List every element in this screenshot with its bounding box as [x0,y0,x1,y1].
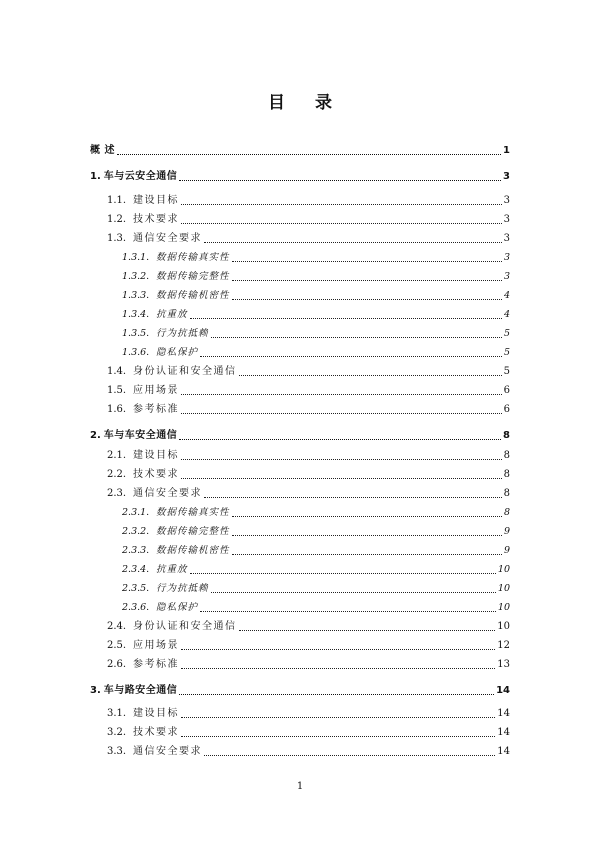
dot-leader [204,242,502,243]
toc-entry-number: 1.3. [107,232,133,246]
dot-leader [181,204,502,205]
toc-entry-page: 6 [503,385,510,396]
toc-entry-number: 3. [90,685,101,696]
toc-entry-label: 建设目标 [133,708,179,719]
toc-entry-page: 10 [497,602,510,613]
toc-entry-label: 数据传输机密性 [156,545,230,556]
toc-entry-number: 1.3.5. [122,327,156,341]
toc-entry[interactable] [90,429,510,443]
toc-entry-label: 技术要求 [133,469,179,480]
dot-leader [181,478,502,479]
dot-leader [204,497,502,498]
toc-entry-label: 通信安全要求 [133,233,202,244]
toc-entry[interactable] [107,213,510,227]
dot-leader [179,694,494,695]
toc-entry-number: 2.3. [107,487,133,501]
dot-leader [232,516,502,517]
toc-entry-label: 车与云安全通信 [103,171,178,182]
toc-entry[interactable] [107,726,510,740]
toc-entry[interactable] [107,384,510,398]
toc-entry-label: 应用场景 [133,640,179,651]
toc-entry-number: 1.3.2. [122,270,156,284]
toc-entry-page: 10 [497,564,510,575]
toc-entry-page: 14 [496,685,510,696]
toc-entry-page: 5 [503,366,510,377]
toc-entry-page: 4 [503,309,510,320]
toc-entry-number: 2.3.3. [122,544,156,558]
toc-entry-page: 14 [497,708,510,719]
dot-leader [190,573,496,574]
toc-entry[interactable] [107,232,510,246]
dot-leader [117,154,501,155]
toc-entry-label: 行为抗抵赖 [156,328,209,339]
dot-leader [181,459,502,460]
toc-entry[interactable] [122,251,510,265]
toc-entry[interactable] [122,346,510,360]
dot-leader [211,592,496,593]
toc-entry-page: 8 [503,430,510,441]
toc-entry-page: 6 [503,404,510,415]
dot-leader [211,337,502,338]
toc-entry[interactable] [107,194,510,208]
page-number: 1 [296,781,304,792]
toc-entry-page: 14 [497,727,510,738]
toc-entry-page: 9 [503,526,510,537]
toc-entry-label: 隐私保护 [156,602,199,613]
dot-leader [181,394,502,395]
page-title: 目 录 [268,93,344,113]
toc-entry-number: 2.6. [107,658,133,672]
toc-entry-page: 1 [503,145,510,156]
toc-entry-label: 建设目标 [133,450,179,461]
toc-entry-label: 数据传输真实性 [156,252,230,263]
toc-entry-label: 车与路安全通信 [103,685,178,696]
toc-entry[interactable] [122,544,510,558]
toc-entry-label: 抗重放 [156,309,188,320]
toc-entry-page: 8 [503,507,510,518]
toc-entry[interactable] [107,365,510,379]
toc-entry-number: 2.3.6. [122,601,156,615]
toc-entry-label: 行为抗抵赖 [156,583,209,594]
dot-leader [232,299,502,300]
toc-entry-page: 8 [503,469,510,480]
toc-entry-number: 2.3.2. [122,525,156,539]
toc-entry-label: 建设目标 [133,195,179,206]
toc-entry-number: 1.3.4. [122,308,156,322]
toc-entry[interactable] [107,639,510,653]
dot-leader [232,261,502,262]
toc-entry-page: 3 [503,195,510,206]
toc-entry[interactable] [122,582,510,596]
toc-entry-page: 8 [503,488,510,499]
toc-entry-label: 技术要求 [133,727,179,738]
toc-entry-label: 身份认证和安全通信 [133,366,237,377]
dot-leader [181,717,495,718]
toc-entry[interactable] [122,327,510,341]
toc-entry-label: 参考标准 [133,404,179,415]
toc-entry-label: 技术要求 [133,214,179,225]
toc-entry-number: 1.6. [107,403,133,417]
toc-entry-label: 概 述 [90,145,115,156]
toc-entry-number: 2.4. [107,620,133,634]
toc-entry-number: 2.3.5. [122,582,156,596]
dot-leader [204,755,495,756]
toc-entry-label: 数据传输真实性 [156,507,230,518]
toc-entry-page: 8 [503,450,510,461]
dot-leader [232,535,502,536]
toc-entry-page: 10 [497,583,510,594]
toc-entry-number: 2. [90,430,101,441]
toc-entry-page: 5 [503,328,510,339]
toc-entry[interactable] [107,620,510,634]
toc-entry[interactable] [107,487,510,501]
toc-entry[interactable] [107,707,510,721]
dot-leader [181,413,502,414]
toc-entry-label: 通信安全要求 [133,746,202,757]
dot-leader [179,180,501,181]
toc-entry-page: 3 [503,214,510,225]
toc-entry-page: 10 [497,621,510,632]
toc-entry[interactable] [122,563,510,577]
toc-entry-label: 通信安全要求 [133,488,202,499]
toc-entry-number: 3.2. [107,726,133,740]
toc-entry[interactable] [122,506,510,520]
toc-entry[interactable] [90,144,510,158]
toc-entry-label: 参考标准 [133,659,179,670]
dot-leader [190,318,502,319]
toc-entry[interactable] [122,308,510,322]
toc-entry-label: 数据传输机密性 [156,290,230,301]
toc-entry[interactable] [90,684,510,698]
toc-entry-number: 1. [90,171,101,182]
toc-entry-page: 3 [503,252,510,263]
dot-leader [239,375,502,376]
dot-leader [232,280,502,281]
dot-leader [181,736,495,737]
toc-entry-page: 9 [503,545,510,556]
toc-entry[interactable] [107,468,510,482]
toc-entry-number: 2.3.4. [122,563,156,577]
toc-entry-page: 12 [497,640,510,651]
toc-entry-page: 3 [503,233,510,244]
toc-entry-number: 1.3.6. [122,346,156,360]
toc-entry-number: 1.5. [107,384,133,398]
toc-entry-label: 车与车安全通信 [103,430,178,441]
toc-entry[interactable] [107,745,510,759]
toc-entry[interactable] [122,525,510,539]
dot-leader [181,223,502,224]
toc-entry-number: 3.3. [107,745,133,759]
toc-entry-page: 4 [503,290,510,301]
toc-entry[interactable] [122,289,510,303]
toc-entry-label: 应用场景 [133,385,179,396]
toc-entry-page: 3 [503,171,510,182]
toc-entry-number: 2.1. [107,449,133,463]
dot-leader [200,611,496,612]
dot-leader [181,649,495,650]
toc-entry[interactable] [122,601,510,615]
dot-leader [179,439,501,440]
toc-entry-page: 3 [503,271,510,282]
toc-entry-label: 数据传输完整性 [156,271,230,282]
toc-entry-number: 2.2. [107,468,133,482]
toc-entry-number: 3.1. [107,707,133,721]
toc-entry[interactable] [107,658,510,672]
toc-entry-number: 1.1. [107,194,133,208]
toc-entry-label: 身份认证和安全通信 [133,621,237,632]
toc-entry-number: 2.5. [107,639,133,653]
toc-entry-label: 数据传输完整性 [156,526,230,537]
toc-entry[interactable] [90,170,510,184]
dot-leader [200,356,502,357]
toc-entry-number: 1.3.3. [122,289,156,303]
dot-leader [181,668,495,669]
toc-entry[interactable] [107,449,510,463]
dot-leader [232,554,502,555]
toc-entry-page: 5 [503,347,510,358]
toc-entry-number: 2.3.1. [122,506,156,520]
toc-entry-label: 隐私保护 [156,347,199,358]
toc-entry-page: 13 [497,659,510,670]
toc-entry-number: 1.3.1. [122,251,156,265]
toc-entry-label: 抗重放 [156,564,188,575]
dot-leader [239,630,496,631]
toc-entry-number: 1.2. [107,213,133,227]
toc-entry[interactable] [107,403,510,417]
toc-entry-page: 14 [497,746,510,757]
toc-entry-number: 1.4. [107,365,133,379]
toc-entry[interactable] [122,270,510,284]
